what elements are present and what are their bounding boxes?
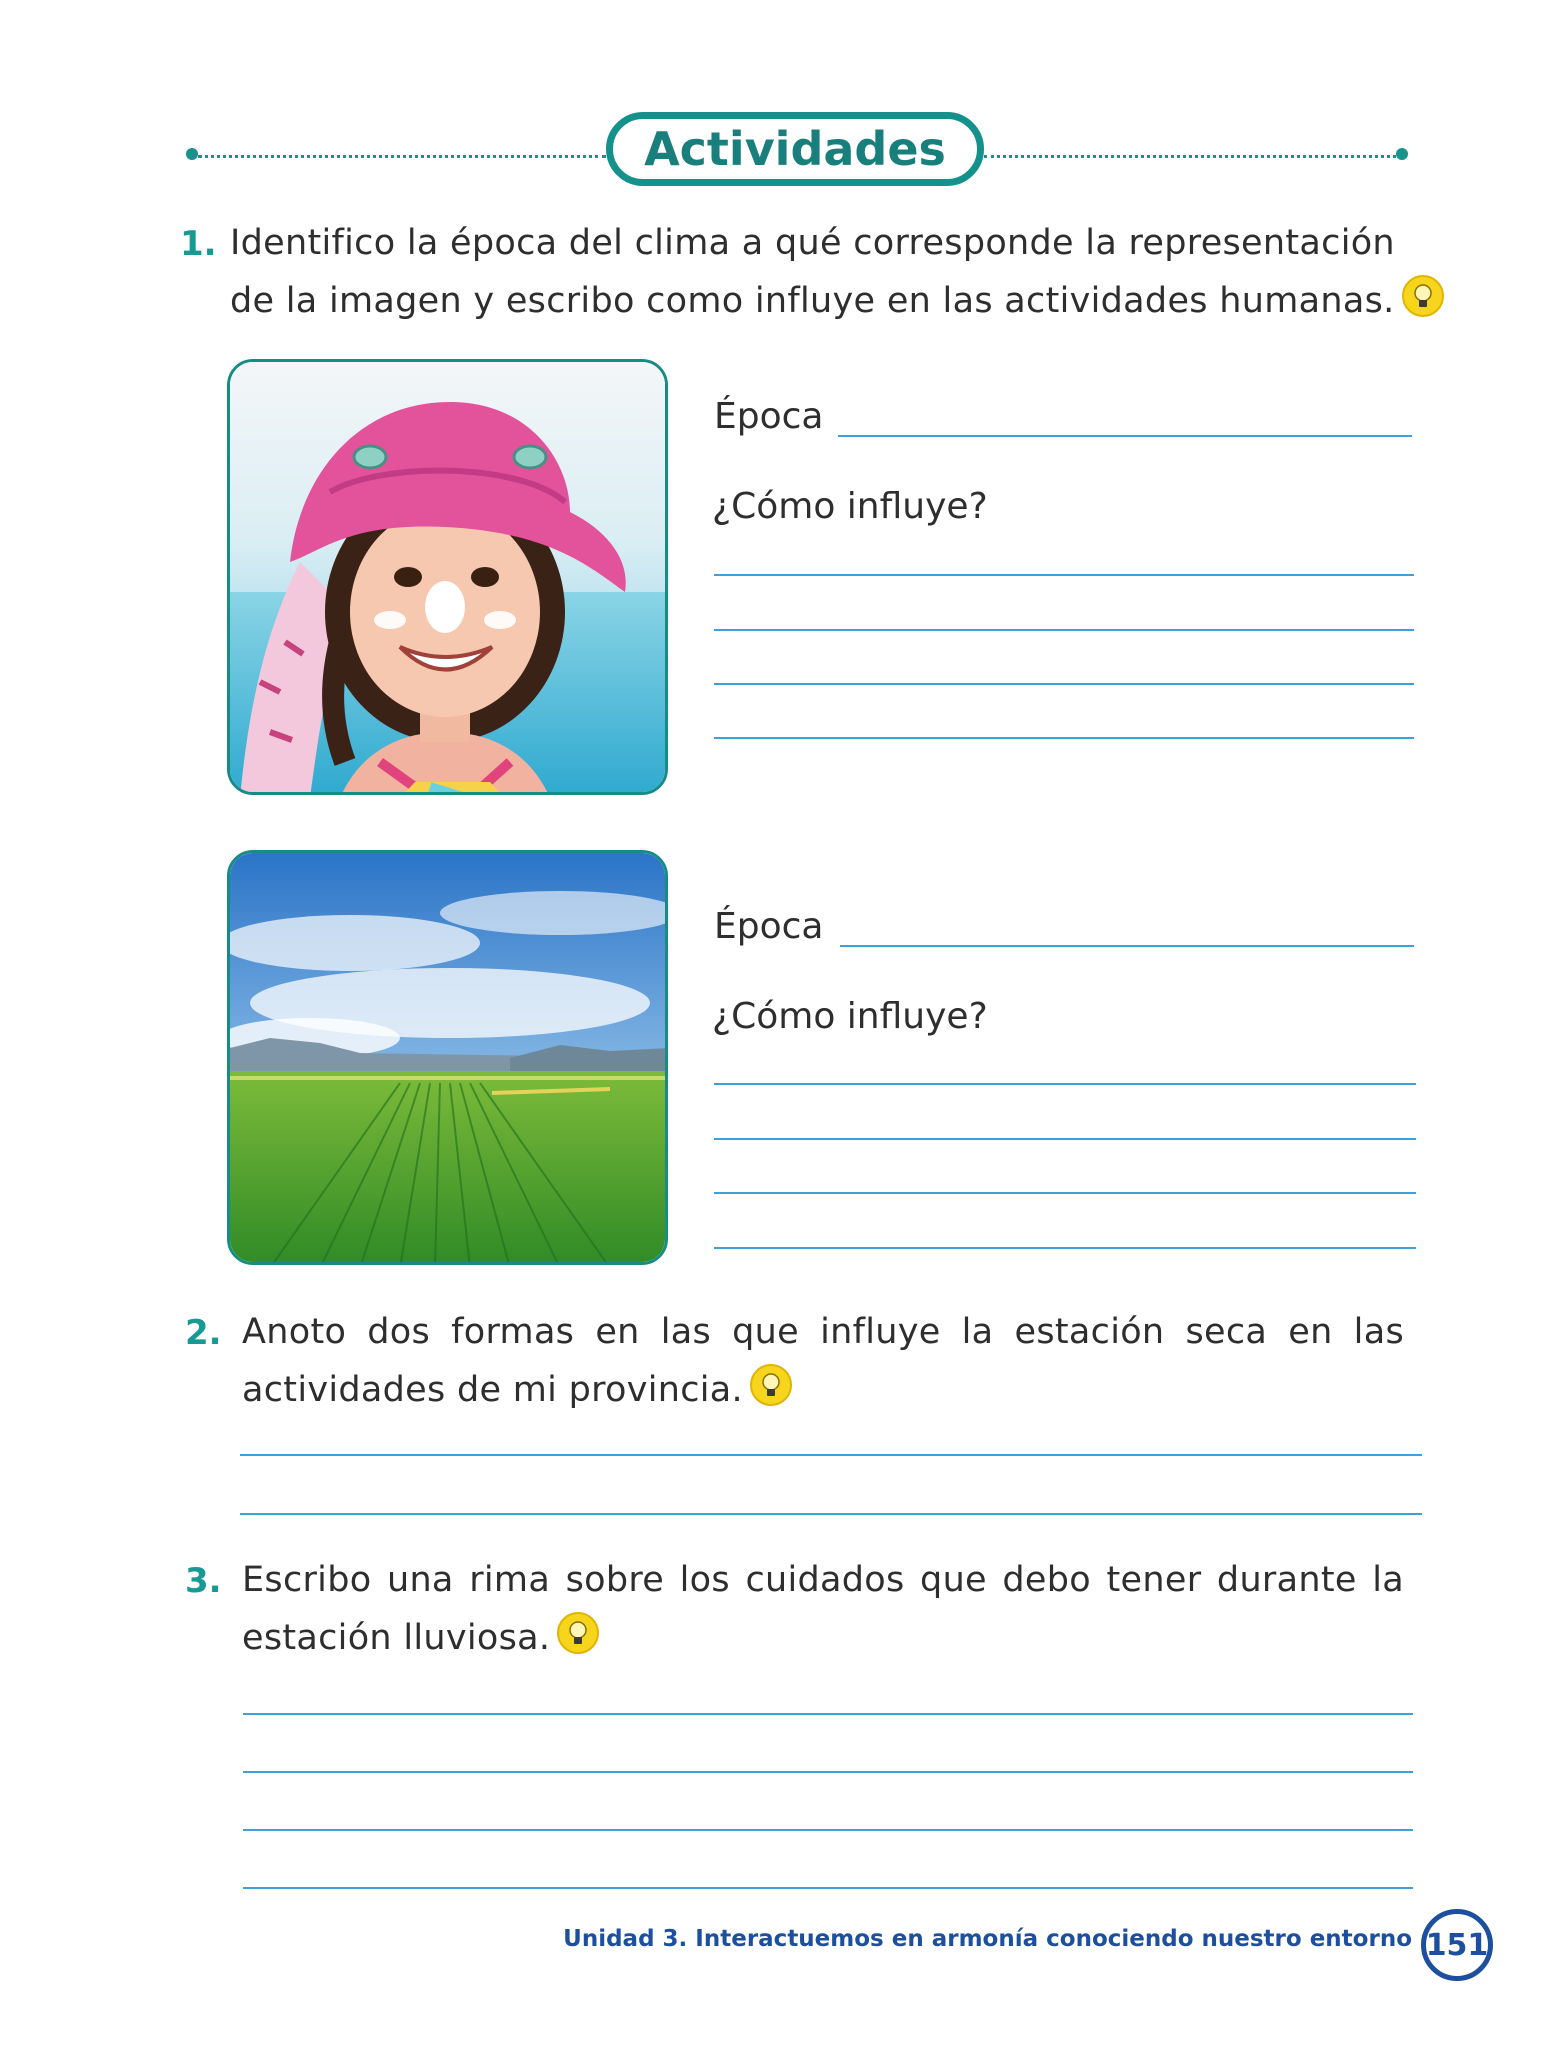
answer-line[interactable]: [243, 1713, 1413, 1715]
answer-line[interactable]: [714, 737, 1414, 739]
field-illustration: [230, 853, 668, 1265]
epoca-label-1: Época: [714, 396, 824, 437]
header-dot-left: [186, 148, 198, 160]
epoca-label-2: Época: [714, 906, 824, 947]
answer-line[interactable]: [243, 1771, 1413, 1773]
header-dot-right: [1396, 148, 1408, 160]
question-2-number: 2.: [185, 1313, 222, 1353]
question-1-line-1: Identifico la época del clima a qué corresponde la representación: [230, 223, 1395, 263]
lightbulb-icon: [1401, 274, 1445, 318]
girl-illustration: [230, 362, 668, 795]
answer-line[interactable]: [714, 1138, 1416, 1140]
answer-line[interactable]: [243, 1829, 1413, 1831]
activities-title: Actividades: [606, 112, 984, 186]
question-2-line-1: Anoto dos formas en las que influye la estación seca en las: [242, 1312, 1404, 1352]
header-dotted-line-left: [198, 155, 606, 158]
answer-line[interactable]: [714, 629, 1414, 631]
question-1-line-2: de la imagen y escribo como influye en las actividades humanas.: [230, 272, 1445, 330]
question-1-number: 1.: [180, 224, 217, 264]
answer-line[interactable]: [243, 1887, 1413, 1889]
epoca-answer-line-1[interactable]: [838, 435, 1412, 437]
question-3-line-1: Escribo una rima sobre los cuidados que debo tener durante la: [242, 1560, 1404, 1600]
question-3-number: 3.: [185, 1561, 222, 1601]
question-3-line-2: estación lluviosa.: [242, 1609, 600, 1667]
answer-line[interactable]: [714, 1083, 1416, 1085]
page-number: 151: [1421, 1909, 1493, 1981]
unit-footer-text: Unidad 3. Interactuemos en armonía conociendo nuestro entorno: [563, 1926, 1412, 1952]
answer-line[interactable]: [714, 1192, 1416, 1194]
answer-line[interactable]: [240, 1513, 1422, 1515]
lightbulb-icon: [556, 1611, 600, 1655]
como-influye-label-1: ¿Cómo influye?: [712, 486, 988, 527]
header-dotted-line-right: [984, 155, 1396, 158]
epoca-answer-line-2[interactable]: [840, 945, 1414, 947]
answer-line[interactable]: [714, 683, 1414, 685]
lightbulb-icon: [749, 1363, 793, 1407]
green-field-sky-photo: [227, 850, 668, 1265]
answer-line[interactable]: [240, 1454, 1422, 1456]
answer-line[interactable]: [714, 574, 1414, 576]
answer-line[interactable]: [714, 1247, 1416, 1249]
question-2-line-2: actividades de mi provincia.: [242, 1361, 793, 1419]
como-influye-label-2: ¿Cómo influye?: [712, 996, 988, 1037]
girl-sun-hat-photo: [227, 359, 668, 795]
